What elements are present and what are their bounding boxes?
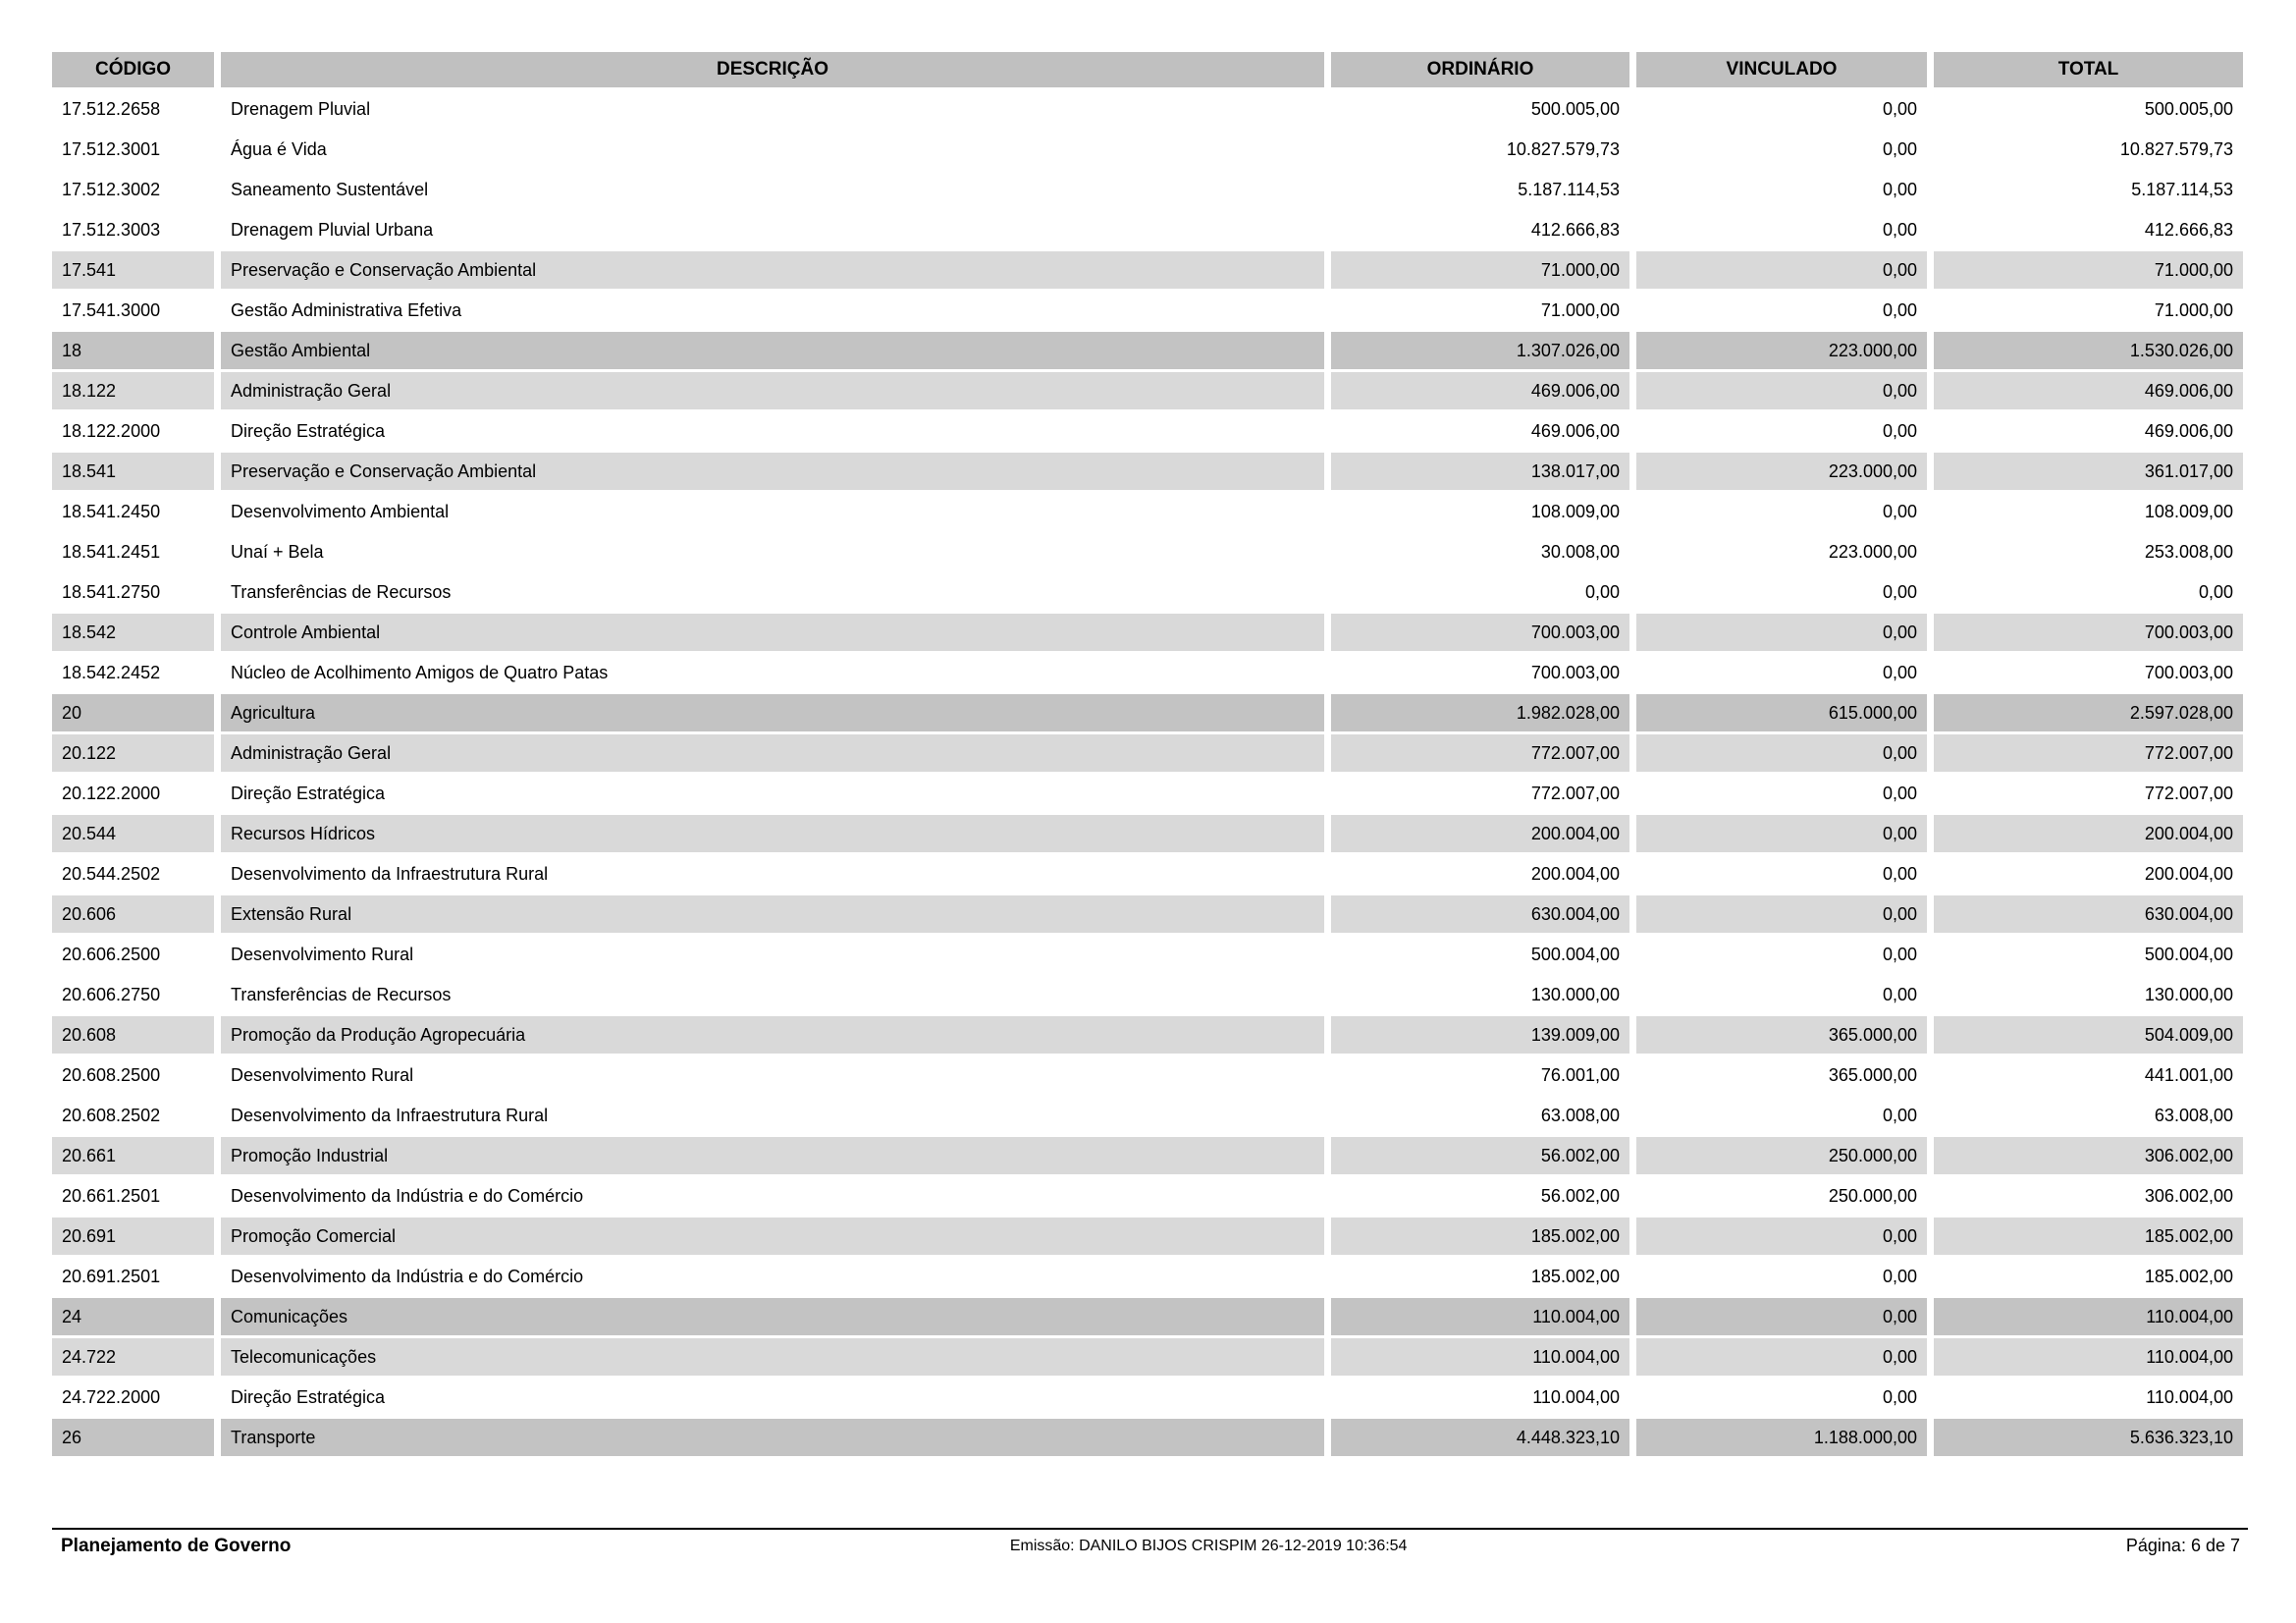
table-row: [52, 775, 2243, 812]
footer-divider: [52, 1528, 2248, 1530]
row-ordinario: 1.307.026,00: [1331, 332, 1629, 369]
table-row: [52, 332, 2243, 369]
row-description: Saneamento Sustentável: [221, 171, 1324, 208]
row-description: Agricultura: [221, 694, 1324, 731]
table-row: [52, 1217, 2243, 1255]
row-code: 24.722.2000: [52, 1379, 214, 1416]
row-description: Administração Geral: [221, 734, 1324, 772]
table-row: [52, 493, 2243, 530]
row-ordinario: 130.000,00: [1331, 976, 1629, 1013]
row-vinculado: 365.000,00: [1636, 1056, 1927, 1094]
row-total: 504.009,00: [1934, 1016, 2243, 1054]
table-row: [52, 694, 2243, 731]
table-row: [52, 1097, 2243, 1134]
row-ordinario: 700.003,00: [1331, 654, 1629, 691]
row-vinculado: 0,00: [1636, 1338, 1927, 1376]
row-code: 20.661.2501: [52, 1177, 214, 1215]
row-description: Promoção Industrial: [221, 1137, 1324, 1174]
row-vinculado: 250.000,00: [1636, 1177, 1927, 1215]
row-code: 20: [52, 694, 214, 731]
row-description: Preservação e Conservação Ambiental: [221, 453, 1324, 490]
row-total: 500.004,00: [1934, 936, 2243, 973]
row-code: 17.512.2658: [52, 90, 214, 128]
row-ordinario: 500.004,00: [1331, 936, 1629, 973]
row-code: 20.606.2750: [52, 976, 214, 1013]
column-header-total: TOTAL: [1934, 52, 2243, 87]
row-description: Administração Geral: [221, 372, 1324, 409]
row-vinculado: 0,00: [1636, 855, 1927, 893]
row-ordinario: 630.004,00: [1331, 895, 1629, 933]
row-total: 110.004,00: [1934, 1338, 2243, 1376]
row-ordinario: 110.004,00: [1331, 1338, 1629, 1376]
row-ordinario: 110.004,00: [1331, 1379, 1629, 1416]
row-code: 17.512.3001: [52, 131, 214, 168]
row-code: 17.512.3003: [52, 211, 214, 248]
row-vinculado: 0,00: [1636, 1097, 1927, 1134]
table-row: [52, 1419, 2243, 1456]
row-ordinario: 71.000,00: [1331, 251, 1629, 289]
row-total: 700.003,00: [1934, 654, 2243, 691]
row-total: 630.004,00: [1934, 895, 2243, 933]
row-ordinario: 138.017,00: [1331, 453, 1629, 490]
row-description: Gestão Ambiental: [221, 332, 1324, 369]
row-total: 412.666,83: [1934, 211, 2243, 248]
row-vinculado: 0,00: [1636, 1217, 1927, 1255]
table-row: [52, 976, 2243, 1013]
row-ordinario: 700.003,00: [1331, 614, 1629, 651]
footer-page-number: Página: 6 de 7: [2125, 1536, 2240, 1555]
row-ordinario: 71.000,00: [1331, 292, 1629, 329]
row-total: 306.002,00: [1934, 1137, 2243, 1174]
row-total: 469.006,00: [1934, 372, 2243, 409]
row-code: 18.542.2452: [52, 654, 214, 691]
row-total: 200.004,00: [1934, 815, 2243, 852]
row-ordinario: 1.982.028,00: [1331, 694, 1629, 731]
row-vinculado: 0,00: [1636, 493, 1927, 530]
row-vinculado: 0,00: [1636, 131, 1927, 168]
row-description: Transferências de Recursos: [221, 976, 1324, 1013]
row-code: 18: [52, 332, 214, 369]
row-description: Desenvolvimento Ambiental: [221, 493, 1324, 530]
row-code: 20.608.2502: [52, 1097, 214, 1134]
row-vinculado: 0,00: [1636, 1379, 1927, 1416]
row-ordinario: 4.448.323,10: [1331, 1419, 1629, 1456]
row-ordinario: 5.187.114,53: [1331, 171, 1629, 208]
row-total: 306.002,00: [1934, 1177, 2243, 1215]
row-vinculado: 0,00: [1636, 614, 1927, 651]
row-ordinario: 185.002,00: [1331, 1217, 1629, 1255]
table-row: [52, 855, 2243, 893]
table-row: [52, 412, 2243, 450]
row-description: Direção Estratégica: [221, 775, 1324, 812]
row-vinculado: 615.000,00: [1636, 694, 1927, 731]
row-description: Drenagem Pluvial Urbana: [221, 211, 1324, 248]
table-row: [52, 453, 2243, 490]
row-ordinario: 108.009,00: [1331, 493, 1629, 530]
row-description: Desenvolvimento Rural: [221, 1056, 1324, 1094]
row-description: Desenvolvimento da Indústria e do Comércio: [221, 1177, 1324, 1215]
row-total: 700.003,00: [1934, 614, 2243, 651]
row-total: 200.004,00: [1934, 855, 2243, 893]
budget-table: [45, 49, 2250, 1459]
table-row: [52, 372, 2243, 409]
row-ordinario: 56.002,00: [1331, 1177, 1629, 1215]
row-total: 469.006,00: [1934, 412, 2243, 450]
row-total: 500.005,00: [1934, 90, 2243, 128]
row-description: Promoção da Produção Agropecuária: [221, 1016, 1324, 1054]
table-body: [52, 90, 2243, 1456]
row-description: Água é Vida: [221, 131, 1324, 168]
row-code: 18.541.2451: [52, 533, 214, 570]
row-code: 24: [52, 1298, 214, 1335]
table-row: [52, 614, 2243, 651]
row-description: Recursos Hídricos: [221, 815, 1324, 852]
row-code: 18.122.2000: [52, 412, 214, 450]
table-row: [52, 90, 2243, 128]
row-vinculado: 0,00: [1636, 372, 1927, 409]
table-header-row: [52, 52, 2243, 87]
row-ordinario: 56.002,00: [1331, 1137, 1629, 1174]
row-total: 361.017,00: [1934, 453, 2243, 490]
row-ordinario: 185.002,00: [1331, 1258, 1629, 1295]
row-vinculado: 0,00: [1636, 775, 1927, 812]
table-row: [52, 533, 2243, 570]
row-code: 20.544.2502: [52, 855, 214, 893]
row-vinculado: 223.000,00: [1636, 453, 1927, 490]
row-description: Desenvolvimento da Infraestrutura Rural: [221, 855, 1324, 893]
table-row: [52, 1056, 2243, 1094]
row-ordinario: 10.827.579,73: [1331, 131, 1629, 168]
row-code: 20.606.2500: [52, 936, 214, 973]
row-vinculado: 0,00: [1636, 90, 1927, 128]
row-vinculado: 250.000,00: [1636, 1137, 1927, 1174]
row-description: Núcleo de Acolhimento Amigos de Quatro Patas: [221, 654, 1324, 691]
row-description: Desenvolvimento da Indústria e do Comércio: [221, 1258, 1324, 1295]
row-code: 18.122: [52, 372, 214, 409]
table-row: [52, 292, 2243, 329]
row-ordinario: 0,00: [1331, 573, 1629, 611]
row-vinculado: 0,00: [1636, 815, 1927, 852]
row-vinculado: 0,00: [1636, 976, 1927, 1013]
column-header-codigo: CÓDIGO: [52, 52, 214, 87]
table-row: [52, 1016, 2243, 1054]
row-total: 110.004,00: [1934, 1379, 2243, 1416]
table-row: [52, 171, 2243, 208]
row-code: 20.122: [52, 734, 214, 772]
row-total: 772.007,00: [1934, 734, 2243, 772]
table-row: [52, 573, 2243, 611]
row-code: 20.122.2000: [52, 775, 214, 812]
row-ordinario: 412.666,83: [1331, 211, 1629, 248]
row-description: Preservação e Conservação Ambiental: [221, 251, 1324, 289]
row-ordinario: 200.004,00: [1331, 815, 1629, 852]
row-vinculado: 365.000,00: [1636, 1016, 1927, 1054]
table-row: [52, 131, 2243, 168]
row-total: 2.597.028,00: [1934, 694, 2243, 731]
row-description: Transporte: [221, 1419, 1324, 1456]
table-row: [52, 815, 2243, 852]
row-vinculado: 0,00: [1636, 251, 1927, 289]
row-description: Direção Estratégica: [221, 1379, 1324, 1416]
table-row: [52, 1137, 2243, 1174]
table-row: [52, 1258, 2243, 1295]
row-ordinario: 500.005,00: [1331, 90, 1629, 128]
row-code: 18.542: [52, 614, 214, 651]
row-total: 0,00: [1934, 573, 2243, 611]
table-header: [52, 52, 2243, 87]
row-vinculado: 0,00: [1636, 573, 1927, 611]
row-description: Transferências de Recursos: [221, 573, 1324, 611]
row-vinculado: 0,00: [1636, 895, 1927, 933]
budget-table-container: [45, 49, 2250, 1459]
row-description: Gestão Administrativa Efetiva: [221, 292, 1324, 329]
table-row: [52, 251, 2243, 289]
row-vinculado: 0,00: [1636, 292, 1927, 329]
row-code: 20.661: [52, 1137, 214, 1174]
row-ordinario: 469.006,00: [1331, 372, 1629, 409]
row-ordinario: 76.001,00: [1331, 1056, 1629, 1094]
row-vinculado: 0,00: [1636, 734, 1927, 772]
row-description: Drenagem Pluvial: [221, 90, 1324, 128]
row-vinculado: 223.000,00: [1636, 332, 1927, 369]
row-code: 17.512.3002: [52, 171, 214, 208]
row-vinculado: 223.000,00: [1636, 533, 1927, 570]
row-description: Controle Ambiental: [221, 614, 1324, 651]
row-total: 185.002,00: [1934, 1217, 2243, 1255]
column-header-ordinario: ORDINÁRIO: [1331, 52, 1629, 87]
table-row: [52, 211, 2243, 248]
row-ordinario: 110.004,00: [1331, 1298, 1629, 1335]
row-code: 20.544: [52, 815, 214, 852]
footer-emission-info: Emissão: DANILO BIJOS CRISPIM 26-12-2019 10:36:54: [1009, 1538, 1408, 1554]
row-ordinario: 469.006,00: [1331, 412, 1629, 450]
column-header-vinculado: VINCULADO: [1636, 52, 1927, 87]
row-total: 130.000,00: [1934, 976, 2243, 1013]
row-vinculado: 0,00: [1636, 654, 1927, 691]
row-code: 18.541.2450: [52, 493, 214, 530]
row-total: 5.636.323,10: [1934, 1419, 2243, 1456]
row-code: 20.608: [52, 1016, 214, 1054]
row-vinculado: 0,00: [1636, 171, 1927, 208]
row-vinculado: 0,00: [1636, 1298, 1927, 1335]
row-description: Desenvolvimento Rural: [221, 936, 1324, 973]
row-description: Telecomunicações: [221, 1338, 1324, 1376]
row-total: 10.827.579,73: [1934, 131, 2243, 168]
row-total: 110.004,00: [1934, 1298, 2243, 1335]
row-total: 71.000,00: [1934, 251, 2243, 289]
row-code: 24.722: [52, 1338, 214, 1376]
row-description: Direção Estratégica: [221, 412, 1324, 450]
row-total: 1.530.026,00: [1934, 332, 2243, 369]
table-row: [52, 734, 2243, 772]
table-row: [52, 1379, 2243, 1416]
row-vinculado: 0,00: [1636, 412, 1927, 450]
table-row: [52, 1338, 2243, 1376]
column-header-descricao: DESCRIÇÃO: [221, 52, 1324, 87]
row-code: 20.608.2500: [52, 1056, 214, 1094]
row-description: Extensão Rural: [221, 895, 1324, 933]
row-vinculado: 1.188.000,00: [1636, 1419, 1927, 1456]
row-total: 441.001,00: [1934, 1056, 2243, 1094]
row-code: 26: [52, 1419, 214, 1456]
footer-report-title: Planejamento de Governo: [61, 1536, 292, 1556]
row-code: 20.691.2501: [52, 1258, 214, 1295]
row-code: 20.606: [52, 895, 214, 933]
table-row: [52, 895, 2243, 933]
table-row: [52, 654, 2243, 691]
row-ordinario: 30.008,00: [1331, 533, 1629, 570]
row-total: 63.008,00: [1934, 1097, 2243, 1134]
row-code: 18.541.2750: [52, 573, 214, 611]
table-row: [52, 1177, 2243, 1215]
row-ordinario: 200.004,00: [1331, 855, 1629, 893]
row-total: 71.000,00: [1934, 292, 2243, 329]
row-total: 772.007,00: [1934, 775, 2243, 812]
row-total: 185.002,00: [1934, 1258, 2243, 1295]
row-ordinario: 139.009,00: [1331, 1016, 1629, 1054]
row-code: 17.541.3000: [52, 292, 214, 329]
row-ordinario: 772.007,00: [1331, 734, 1629, 772]
row-description: Promoção Comercial: [221, 1217, 1324, 1255]
row-ordinario: 63.008,00: [1331, 1097, 1629, 1134]
table-row: [52, 1298, 2243, 1335]
row-vinculado: 0,00: [1636, 1258, 1927, 1295]
row-vinculado: 0,00: [1636, 211, 1927, 248]
row-code: 18.541: [52, 453, 214, 490]
row-code: 20.691: [52, 1217, 214, 1255]
row-total: 253.008,00: [1934, 533, 2243, 570]
row-total: 5.187.114,53: [1934, 171, 2243, 208]
row-description: Comunicações: [221, 1298, 1324, 1335]
row-total: 108.009,00: [1934, 493, 2243, 530]
table-row: [52, 936, 2243, 973]
row-vinculado: 0,00: [1636, 936, 1927, 973]
row-code: 17.541: [52, 251, 214, 289]
row-description: Unaí + Bela: [221, 533, 1324, 570]
row-ordinario: 772.007,00: [1331, 775, 1629, 812]
page-footer: [52, 1536, 2248, 1557]
row-description: Desenvolvimento da Infraestrutura Rural: [221, 1097, 1324, 1134]
